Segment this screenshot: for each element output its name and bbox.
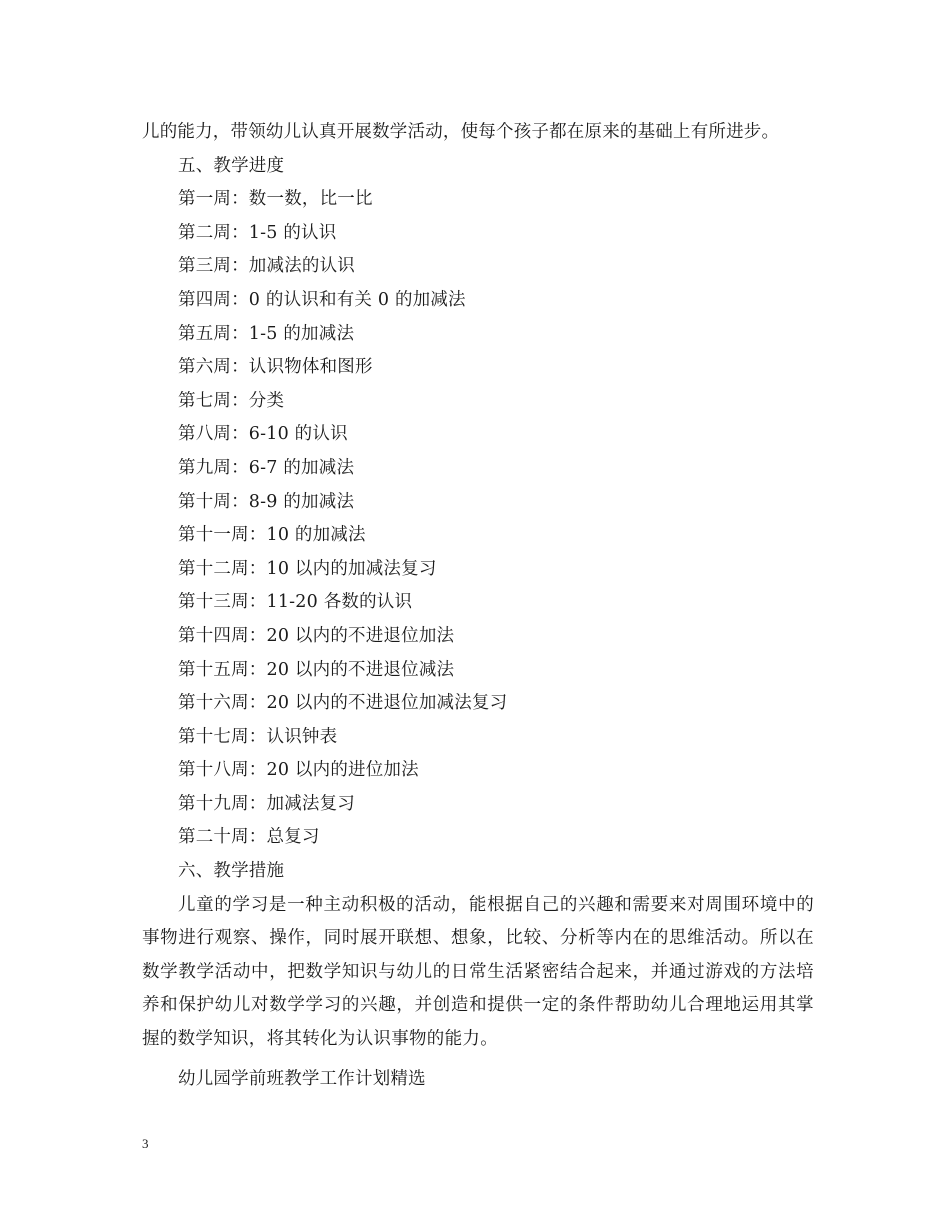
schedule-item: 第七周：分类 [178, 390, 285, 411]
page-number: 3 [142, 1136, 149, 1151]
continuation-line: 儿的能力，带领幼儿认真开展数学活动，使每个孩子都在原来的基础上有所进步。 [142, 122, 780, 142]
schedule-item: 第九周：6-7 的加减法 [178, 457, 355, 478]
document-body [142, 116, 814, 1096]
schedule-item: 第二周：1-5 的认识 [178, 222, 337, 243]
schedule-item: 第五周：1-5 的加减法 [178, 323, 355, 344]
schedule-item: 第六周：认识物体和图形 [178, 357, 373, 378]
schedule-item: 第十七周：认识钟表 [178, 726, 338, 747]
schedule-item: 第四周：0 的认识和有关 0 的加减法 [178, 289, 466, 310]
schedule-item: 第二十周：总复习 [178, 827, 320, 848]
schedule-item: 第八周：6-10 的认识 [178, 424, 348, 445]
schedule-item: 第十五周：20 以内的不进退位减法 [178, 659, 455, 680]
teaching-measures-paragraph: 儿童的学习是一种主动积极的活动，能根据自己的兴趣和需要来对周围环境中的事物进行观察、操作，同时展开联想、想象，比较、分析等内在的思维活动。所以在数学教学活动中，把数学知识与幼儿的日常生活紧密结合起来，并通过游戏的方法培养和保护幼儿对数学学习的兴趣，并创造和提供一定的条件帮助幼儿合理地运用其掌握的数学知识，将其转化为认识事物的能力。 [142, 894, 814, 1050]
schedule-item: 第十三周：11-20 各数的认识 [178, 592, 413, 613]
schedule-item: 第十一周：10 的加减法 [178, 525, 366, 546]
schedule-item: 第十六周：20 以内的不进退位加减法复习 [178, 693, 508, 714]
schedule-item: 第十四周：20 以内的不进退位加法 [178, 625, 455, 646]
schedule-item: 第十二周：10 以内的加减法复习 [178, 558, 437, 579]
closing-title: 幼儿园学前班教学工作计划精选 [178, 1068, 426, 1089]
schedule-item: 第十九周：加减法复习 [178, 793, 355, 814]
schedule-item: 第一周：数一数，比一比 [178, 189, 373, 210]
section-heading-teaching-schedule: 五、教学进度 [178, 155, 285, 176]
schedule-item: 第十八周：20 以内的进位加法 [178, 760, 419, 781]
schedule-list [142, 183, 814, 855]
schedule-item: 第三周：加减法的认识 [178, 256, 355, 277]
schedule-item: 第十周：8-9 的加减法 [178, 491, 355, 512]
section-heading-teaching-measures: 六、教学措施 [178, 861, 285, 882]
